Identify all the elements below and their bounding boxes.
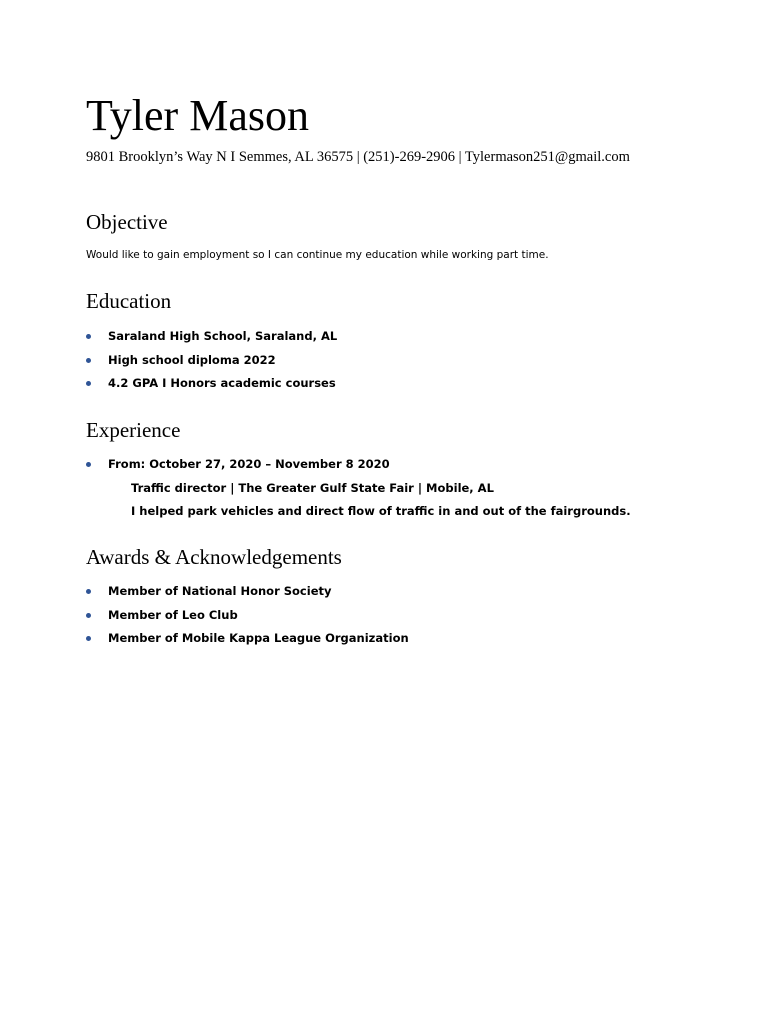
- education-item-diploma: High school diploma 2022: [108, 352, 276, 367]
- list-item: [86, 349, 337, 373]
- education-item-gpa: 4.2 GPA I Honors academic courses: [108, 376, 336, 390]
- bullet-icon: [86, 334, 91, 339]
- bullet-icon: [86, 613, 91, 618]
- experience-description: I helped park vehicles and direct flow of traffic in and out of the fairgrounds.: [131, 504, 631, 518]
- bullet-icon: [86, 462, 91, 467]
- candidate-name: Tyler Mason: [86, 91, 309, 140]
- awards-heading: Awards & Acknowledgements: [86, 545, 342, 569]
- list-item: [86, 627, 409, 651]
- experience-heading: Experience: [86, 418, 181, 442]
- experience-list: [86, 453, 631, 524]
- award-item-nhs: Member of National Honor Society: [108, 584, 332, 598]
- list-item: [86, 453, 631, 524]
- education-heading: Education: [86, 289, 172, 313]
- list-item: [86, 604, 409, 628]
- objective-text: Would like to gain employment so I can continue my education while working part time.: [86, 249, 549, 261]
- list-item: [86, 580, 409, 604]
- list-item: [86, 372, 337, 396]
- award-item-leo: Member of Leo Club: [108, 607, 238, 622]
- bullet-icon: [86, 589, 91, 594]
- education-item-school: Saraland High School, Saraland, AL: [108, 329, 338, 343]
- education-list: [86, 325, 337, 396]
- awards-list: [86, 580, 409, 651]
- objective-heading: Objective: [86, 210, 168, 234]
- bullet-icon: [86, 381, 91, 386]
- experience-dates: From: October 27, 2020 – November 8 2020: [108, 457, 390, 471]
- list-item: [86, 325, 337, 349]
- bullet-icon: [86, 636, 91, 641]
- experience-role: Traffic director | The Greater Gulf State Fair | Mobile, AL: [131, 480, 494, 495]
- bullet-icon: [86, 358, 91, 363]
- contact-info: 9801 Brooklyn’s Way N I Semmes, AL 36575 | (251)-269-2906 | Tylermason251@gmail.com: [86, 149, 630, 165]
- award-item-kappa: Member of Mobile Kappa League Organization: [108, 631, 409, 645]
